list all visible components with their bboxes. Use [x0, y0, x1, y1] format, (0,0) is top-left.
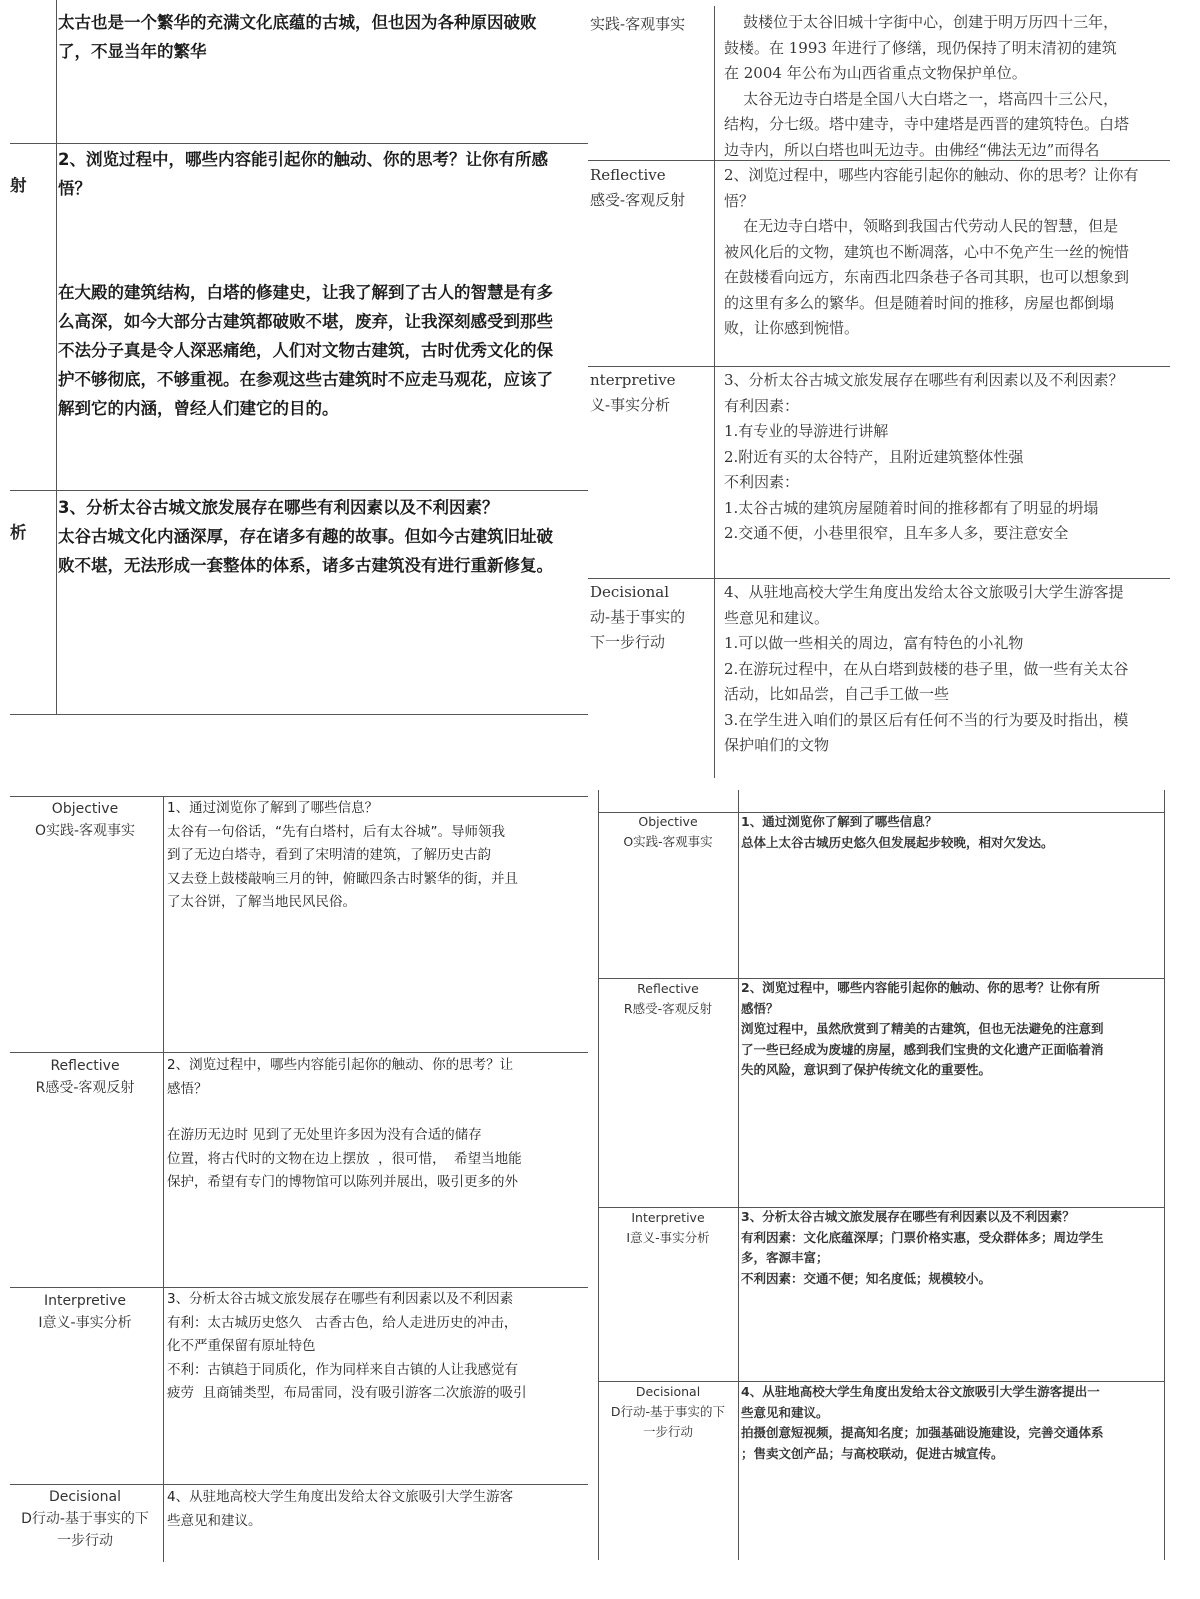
- column-divider: [163, 796, 164, 1562]
- row-label-objective: Objective O实践-客观事实: [623, 814, 713, 849]
- reflective-text: 2、浏览过程中，哪些内容能引起你的触动、你的思考？让你有 悟？ 在无边寺白塔中，领略到我国古代劳动人民的智慧，但是 被风化后的文物，建筑也不断凋落，心中不免产生一丝的惋惜 在鼓楼看向远方，东南西北四条巷子各司其职，也可以想象到 的这里有多么的繁华。但是随着时间的推移，房屋也都倒塌 败，让你感到惋惜。: [724, 166, 1139, 337]
- row-label-decisional: Decisional D行动-基于事实的下 一步行动: [21, 1489, 149, 1549]
- row-label-objective: 实践-客观事实: [590, 15, 686, 33]
- row-divider: [10, 1052, 588, 1053]
- worksheet-photo-bottom-right: [598, 790, 1200, 1599]
- worksheet-photo-bottom-left: [0, 790, 588, 1599]
- question-2: 2、浏览过程中，哪些内容能引起你的触动、你的思考？让 感悟？: [167, 1057, 514, 1097]
- intro-text: 太古也是一个繁华的充满文化底蕴的古城，但也因为各种原因破败 了，不显当年的繁华: [58, 13, 537, 61]
- worksheet-photo-top-left: [0, 0, 588, 760]
- objective-text: 鼓楼位于太谷旧城十字街中心，创建于明万历四十三年， 鼓楼。在 1993 年进行了修缮，现仍保持了明末清初的建筑 在 2004 年公布为山西省重点文物保护单位。 太谷无边寺白塔是全国八大白塔之一，塔高四十三公尺， 结构，分七级。塔中建寺，寺中建塔是西晋的建筑特色。白塔 边寺内，所以白塔也叫无边寺。由佛经“佛法无边”而得名: [724, 13, 1130, 159]
- row-divider: [10, 490, 588, 491]
- row-label-decisional: Decisional D行动-基于事实的下 一步行动: [610, 1384, 726, 1439]
- question-2: 2、浏览过程中，哪些内容能引起你的触动、你的思考？让你有所感 悟？: [58, 150, 548, 198]
- interpretive-text: 3、分析太谷古城文旅发展存在哪些有利因素以及不利因素？ 有利因素：文化底蕴深厚；门票价格实惠，受众群体多；周边学生 多，客源丰富； 不利因素：交通不便；知名度低；规模较小。: [741, 1209, 1104, 1286]
- answer-2: 在游历无边时 见到了无处里许多因为没有合适的储存 位置，将古代时的文物在边上摆放 ，很可惜， 希望当地能 保护，希望有专门的博物馆可以陈列并展出，吸引更多的外: [167, 1127, 522, 1190]
- interpretive-text: 3、分析太谷古城文旅发展存在哪些有利因素以及不利因素？ 有利因素： 1.有专业的导游进行讲解 2.附近有买的太谷特产，且附近建筑整体性强 不利因素： 1.太谷古城的建筑房屋随着时间的推移都有了明显的坍塌 2.交通不便，小巷里很窄，且车多人多，要注意安全: [724, 371, 1124, 542]
- row-label-decisional: Decisional 动-基于事实的 下一步行动: [590, 583, 686, 651]
- row-divider: [10, 1484, 588, 1485]
- row-divider: [588, 366, 1170, 367]
- row-label-reflective: Reflective 感受-客观反射: [590, 166, 686, 209]
- row-label-reflective: Reflective R感受-客观反射: [35, 1058, 135, 1096]
- row-divider: [10, 143, 588, 144]
- question-3-with-answer: 3、分析太谷古城文旅发展存在哪些有利因素以及不利因素？ 太谷古城文化内涵深厚，存在诸多有趣的故事。但如今古建筑旧址破 败不堪，无法形成一套整体的体系，诸多古建筑没有进行重新修复。: [58, 498, 553, 575]
- row-label-interpretive-fragment: 析: [10, 523, 27, 542]
- row-label-interpretive: nterpretive 义-事实分析: [590, 371, 676, 414]
- table-border-left: [598, 790, 599, 1560]
- objective-text: 1、通过浏览你了解到了哪些信息？ 太谷有一句俗话，“先有白塔村，后有太谷城”。导师领我 到了无边白塔寺，看到了宋明清的建筑，了解历史古韵 又去登上鼓楼敲响三月的钟，俯瞰四条古时繁华的街，并且 了太谷饼，了解当地民风民俗。: [167, 800, 518, 910]
- row-label-interpretive: Interpretive I意义-事实分析: [38, 1293, 132, 1331]
- column-divider: [714, 6, 715, 778]
- row-divider: [588, 578, 1170, 579]
- row-divider: [10, 714, 588, 715]
- column-divider: [56, 0, 57, 715]
- answer-2: 在大殿的建筑结构，白塔的修建史，让我了解到了古人的智慧是有多 么高深，如今大部分古建筑都破败不堪，废弃，让我深刻感受到那些 不法分子真是令人深恶痛绝，人们对文物古建筑，古时优秀文化的保 护不够彻底，不够重视。在参观这些古建筑时不应走马观花，应该了 解到它的内涵，曾经人们建它的目的。: [58, 283, 553, 418]
- decisional-text: 4、从驻地高校大学生角度出发给太谷文旅吸引大学生游客 些意见和建议。: [167, 1489, 514, 1529]
- decisional-text: 4、从驻地高校大学生角度出发给太谷文旅吸引大学生游客提出一 些意见和建议。 拍摄创意短视频，提高知名度；加强基础设施建设，完善交通体系 ；售卖文创产品；与高校联动，促进古城宣传。: [741, 1384, 1104, 1461]
- reflective-text: 2、浏览过程中，哪些内容能引起你的触动、你的思考？让你有所 感悟？ 浏览过程中，虽然欣赏到了精美的古建筑，但也无法避免的注意到 了一些已经成为废墟的房屋，感到我们宝贵的文化遗产正面临着消 失的风险，意识到了保护传统文化的重要性。: [741, 980, 1104, 1077]
- objective-text: 1、通过浏览你了解到了哪些信息？ 总体上太谷古城历史悠久但发展起步较晚，相对欠发达。: [741, 814, 1054, 850]
- worksheet-photo-top-right: [588, 0, 1200, 785]
- decisional-text: 4、从驻地高校大学生角度出发给太谷文旅吸引大学生游客提 些意见和建议。 1.可以做一些相关的周边，富有特色的小礼物 2.在游玩过程中，在从白塔到鼓楼的巷子里，做一些有关太谷 活动，比如品尝，自己手工做一些 3.在学生进入咱们的景区后有任何不当的行为要及时指出，模 保护咱们的文物: [724, 583, 1129, 754]
- row-label-reflective-fragment: 射: [10, 176, 27, 195]
- column-divider: [738, 790, 739, 1560]
- interpretive-text: 3、分析太谷古城文旅发展存在哪些有利因素以及不利因素 有利：太古城历史悠久 古香古色，给人走进历史的冲击， 化不严重保留有原址特色 不利：古镇趋于同质化，作为同样来自古镇的人让我感觉有 疲劳 且商铺类型，布局雷同，没有吸引游客二次旅游的吸引: [167, 1291, 527, 1401]
- row-label-reflective: Reflective R感受-客观反射: [623, 981, 713, 1016]
- row-label-interpretive: Interpretive I意义-事实分析: [626, 1210, 710, 1245]
- row-label-objective: Objective O实践-客观事实: [34, 801, 136, 839]
